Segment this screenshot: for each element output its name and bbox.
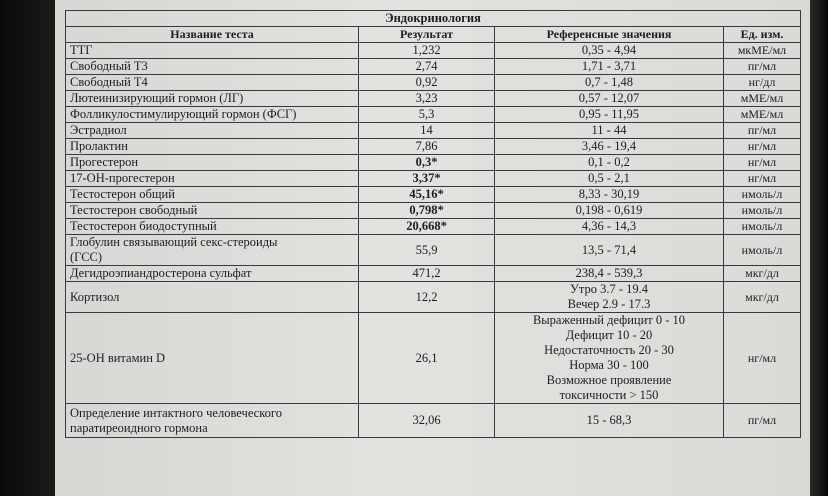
test-result: 12,2 (359, 282, 495, 313)
test-name: Прогестерон (66, 155, 359, 171)
test-name: Тестостерон общий (66, 187, 359, 203)
test-result-flagged: 0,798* (359, 203, 495, 219)
test-name: Лютеинизирующий гормон (ЛГ) (66, 91, 359, 107)
table-row (66, 235, 801, 266)
reference-line: Выраженный дефицит 0 - 10 (532, 313, 686, 327)
background-right (810, 0, 828, 496)
reference-line: Норма 30 - 100 (569, 358, 649, 372)
test-name: Кортизол (66, 282, 359, 313)
test-name: Свободный Т4 (66, 75, 359, 91)
test-reference (495, 282, 724, 313)
reference-line: токсичности > 150 (559, 388, 659, 402)
test-name (66, 235, 359, 266)
table-row (66, 91, 801, 107)
test-result-flagged: 3,37* (359, 171, 495, 187)
test-result: 5,3 (359, 107, 495, 123)
test-name: 17-ОН-прогестерон (66, 171, 359, 187)
test-name: 25-ОН витамин D (66, 313, 359, 404)
test-name: ТТГ (66, 43, 359, 59)
test-name: Фолликулостимулирующий гормон (ФСГ) (66, 107, 359, 123)
test-result: 7,86 (359, 139, 495, 155)
reference-line: Возможное проявление (546, 373, 672, 387)
test-result: 2,74 (359, 59, 495, 75)
test-unit: мМЕ/мл (724, 107, 801, 123)
test-name: Тестостерон биодоступный (66, 219, 359, 235)
test-result: 1,232 (359, 43, 495, 59)
test-unit: мкг/дл (724, 282, 801, 313)
test-name (66, 404, 359, 438)
test-unit: пг/мл (724, 404, 801, 438)
endocrinology-table (65, 10, 801, 438)
test-unit: нг/дл (724, 75, 801, 91)
table-row (66, 107, 801, 123)
header-reference: Референсные значения (495, 27, 724, 43)
test-result: 3,23 (359, 91, 495, 107)
reference-line: Вечер 2.9 - 17.3 (567, 297, 651, 311)
test-name-line: паратиреоидного гормона (70, 420, 208, 435)
section-title: Эндокринология (66, 11, 801, 27)
test-name: Тестостерон свободный (66, 203, 359, 219)
table-row (66, 282, 801, 313)
test-unit: мкМЕ/мл (724, 43, 801, 59)
test-unit: нг/мл (724, 171, 801, 187)
test-name: Дегидроэпиандростерона сульфат (66, 266, 359, 282)
test-name-line: (ГСС) (70, 250, 103, 264)
test-reference: 15 - 68,3 (495, 404, 724, 438)
reference-line: Недостаточность 20 - 30 (544, 343, 674, 357)
test-result: 0,92 (359, 75, 495, 91)
test-result: 471,2 (359, 266, 495, 282)
reference-line: Утро 3.7 - 19.4 (569, 282, 648, 296)
test-name: Пролактин (66, 139, 359, 155)
test-unit: пг/мл (724, 59, 801, 75)
test-reference: 238,4 - 539,3 (495, 266, 724, 282)
table-row (66, 43, 801, 59)
test-result: 32,06 (359, 404, 495, 438)
test-result: 14 (359, 123, 495, 139)
test-unit: мкг/дл (724, 266, 801, 282)
test-result-flagged: 0,3* (359, 155, 495, 171)
test-reference: 0,35 - 4,94 (495, 43, 724, 59)
test-reference: 0,95 - 11,95 (495, 107, 724, 123)
test-reference: 1,71 - 3,71 (495, 59, 724, 75)
test-unit: нг/мл (724, 155, 801, 171)
table-row (66, 59, 801, 75)
test-reference: 11 - 44 (495, 123, 724, 139)
header-unit: Ед. изм. (724, 27, 801, 43)
test-reference: 0,198 - 0,619 (495, 203, 724, 219)
test-reference: 3,46 - 19,4 (495, 139, 724, 155)
table-row (66, 123, 801, 139)
lab-report-sheet (55, 0, 810, 496)
test-result-flagged: 45,16* (359, 187, 495, 203)
table-row (66, 313, 801, 404)
test-result: 26,1 (359, 313, 495, 404)
test-reference: 0,5 - 2,1 (495, 171, 724, 187)
test-result: 55,9 (359, 235, 495, 266)
test-unit: нг/мл (724, 139, 801, 155)
header-test-name: Название теста (66, 27, 359, 43)
test-reference: 0,57 - 12,07 (495, 91, 724, 107)
test-name: Свободный Т3 (66, 59, 359, 75)
table-row (66, 75, 801, 91)
test-reference (495, 313, 724, 404)
reference-line: Дефицит 10 - 20 (565, 328, 653, 342)
test-result-flagged: 20,668* (359, 219, 495, 235)
test-reference: 0,1 - 0,2 (495, 155, 724, 171)
test-unit: нмоль/л (724, 235, 801, 266)
table-row (66, 219, 801, 235)
table-row (66, 203, 801, 219)
table-row (66, 171, 801, 187)
table-row (66, 404, 801, 438)
test-name-line: Определение интактного человеческого (70, 405, 282, 420)
test-unit: нмоль/л (724, 187, 801, 203)
test-unit: мМЕ/мл (724, 91, 801, 107)
test-name-line: Глобулин связывающий секс-стероиды (70, 235, 278, 249)
test-reference: 13,5 - 71,4 (495, 235, 724, 266)
test-reference: 0,7 - 1,48 (495, 75, 724, 91)
table-row (66, 266, 801, 282)
header-result: Результат (359, 27, 495, 43)
test-unit: пг/мл (724, 123, 801, 139)
table-row (66, 155, 801, 171)
test-unit: нг/мл (724, 313, 801, 404)
test-reference: 4,36 - 14,3 (495, 219, 724, 235)
background-left (0, 0, 55, 496)
test-unit: нмоль/л (724, 203, 801, 219)
test-reference: 8,33 - 30,19 (495, 187, 724, 203)
table-row (66, 187, 801, 203)
test-unit: нмоль/л (724, 219, 801, 235)
table-row (66, 139, 801, 155)
test-name: Эстрадиол (66, 123, 359, 139)
